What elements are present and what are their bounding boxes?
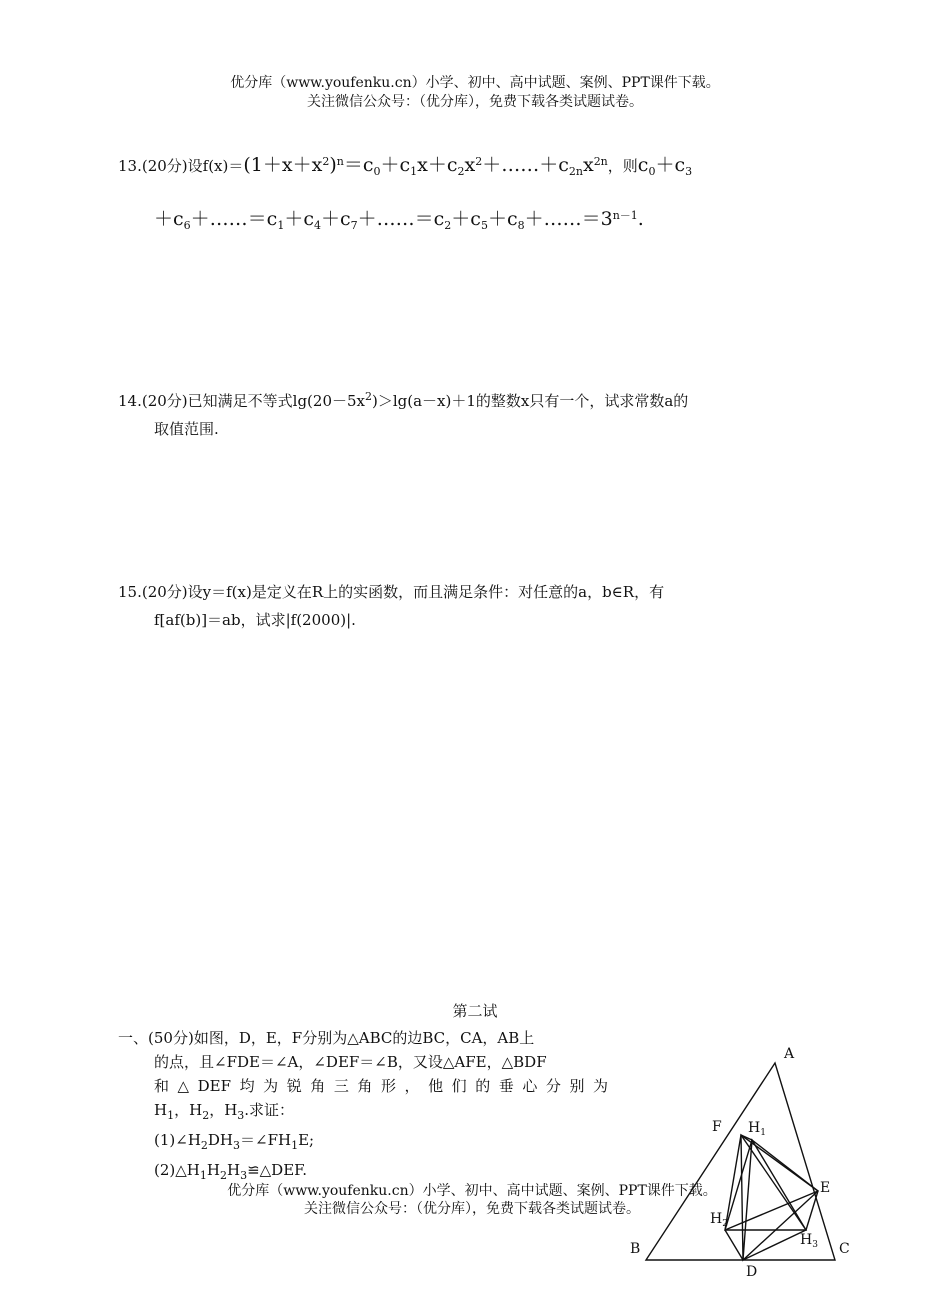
q15-number: 15. xyxy=(118,583,142,601)
p1-points: (50分) xyxy=(148,1029,194,1047)
q13-sup: 2 xyxy=(322,155,330,168)
p1-text: ，H xyxy=(209,1101,238,1119)
q13-sub: 5 xyxy=(480,219,488,232)
p1-sub: 1 xyxy=(291,1139,299,1152)
q15-points: (20分) xyxy=(141,583,188,601)
header-line-2: 关注微信公众号：（优分库），免费下载各类试题试卷。 xyxy=(307,94,643,110)
p1-line-2: 的点，且∠FDE＝∠A，∠DEF＝∠B，又设△AFE，△BDF xyxy=(154,1053,547,1071)
p1-sub: 3 xyxy=(240,1169,248,1182)
q14-line-2: 取值范围. xyxy=(154,420,219,438)
label-h3 xyxy=(800,1232,818,1250)
q13-sup: n－1 xyxy=(612,209,638,222)
p1-text: DH xyxy=(207,1131,234,1149)
q13-sup: n xyxy=(336,155,344,168)
q13-term: ＋……＝3 xyxy=(524,208,613,230)
p1-text: (2)△H xyxy=(154,1161,200,1179)
q13-term: x＋c xyxy=(417,154,458,176)
p1-line-3: 和△DEF均为锐角三角形，他们的垂心分别为 xyxy=(154,1077,608,1095)
label-e: E xyxy=(820,1180,831,1196)
p1-sub: 2 xyxy=(219,1169,227,1182)
q13-line-1 xyxy=(118,148,830,186)
q13-term: ＋c xyxy=(380,154,411,176)
q13-text: 设f(x)＝ xyxy=(187,157,244,175)
p1-text: H xyxy=(226,1161,241,1179)
segment-h2-d xyxy=(725,1230,743,1260)
q13-term: ＋……＋c xyxy=(482,154,569,176)
q13-sub: 2 xyxy=(457,165,465,178)
p1-line-4 xyxy=(118,1098,608,1128)
q13-points: (20分) xyxy=(141,157,188,175)
p1-item-1 xyxy=(118,1128,608,1158)
q14-sup: 2 xyxy=(365,390,372,403)
label-h1-sub: 1 xyxy=(760,1128,766,1138)
q13-sub: 1 xyxy=(410,165,418,178)
q13-term: ＋c xyxy=(154,208,184,230)
q13-term: ＋c xyxy=(487,208,518,230)
q13-number: 13. xyxy=(118,157,142,175)
q15-text: 设y＝f(x)是定义在R上的实函数，而且满足条件：对任意的a，b∈R，有 xyxy=(187,583,665,601)
p1-number: 一、 xyxy=(118,1029,149,1047)
q13-term: . xyxy=(637,208,644,230)
q15-line-2: f[af(b)]＝ab，试求|f(2000)|. xyxy=(154,611,356,629)
label-h2-letter: H xyxy=(710,1211,723,1227)
q13-sub: 7 xyxy=(350,219,358,232)
p1-text: 如图，D，E，F分别为△ABC的边BC，CA，AB上 xyxy=(193,1029,535,1047)
p1-text: E; xyxy=(298,1131,315,1149)
q13-term: x xyxy=(582,154,594,176)
label-b: B xyxy=(630,1241,641,1257)
q14-line-1 xyxy=(118,383,830,415)
p1-sub: 2 xyxy=(202,1109,210,1122)
q13-sub: 0 xyxy=(373,165,381,178)
p1-line-1 xyxy=(118,1026,608,1050)
label-a: A xyxy=(784,1046,795,1062)
q14-points: (20分) xyxy=(141,392,188,410)
question-14 xyxy=(118,383,830,443)
footer-line-2: 关注微信公众号：（优分库），免费下载各类试题试卷。 xyxy=(304,1201,640,1217)
label-h3-letter: H xyxy=(800,1232,813,1248)
p1-text: H xyxy=(206,1161,220,1179)
label-c: C xyxy=(839,1241,850,1257)
q13-term: ＋……＝c xyxy=(357,208,445,230)
p1-sub: 1 xyxy=(199,1169,207,1182)
p1-sub: 2 xyxy=(200,1139,208,1152)
q13-expr: (1＋x＋x xyxy=(243,154,323,176)
q13-text: ，则 xyxy=(607,157,638,175)
q13-sub: 3 xyxy=(685,165,693,178)
question-13 xyxy=(118,148,830,240)
q13-sup: 2 xyxy=(475,155,483,168)
label-h1 xyxy=(748,1120,766,1138)
q14-number: 14. xyxy=(118,392,142,410)
p1-sub: 1 xyxy=(167,1109,175,1122)
q13-paren: ) xyxy=(329,154,337,176)
q13-sub: 0 xyxy=(648,165,656,178)
section-2-title: 第二试 xyxy=(452,1002,498,1020)
q13-sub: 1 xyxy=(277,219,285,232)
q13-term: ＋c xyxy=(655,154,686,176)
p1-text: ≌△DEF. xyxy=(247,1161,307,1179)
q14-text: )＞lg(a－x)＋1的整数x只有一个，试求常数a的 xyxy=(372,392,689,410)
q13-sub: 2 xyxy=(444,219,452,232)
label-h3-sub: 3 xyxy=(812,1240,818,1250)
label-f: F xyxy=(712,1119,722,1135)
q15-line-1 xyxy=(118,578,830,606)
p1-text: (1)∠H xyxy=(154,1131,201,1149)
q13-line-2 xyxy=(118,202,830,240)
q13-term: ＋c xyxy=(320,208,351,230)
q13-sub: 2n xyxy=(568,165,583,178)
footer-line-1: 优分库（www.youfenku.cn）小学、初中、高中试题、案例、PPT课件下载。 xyxy=(227,1183,717,1199)
q13-term: c xyxy=(637,154,649,176)
p1-text: ＝∠FH xyxy=(240,1131,292,1149)
segment-d-h3 xyxy=(743,1230,806,1260)
q13-term: ＋……＝c xyxy=(190,208,278,230)
problem-1 xyxy=(118,1026,608,1188)
q13-term: x xyxy=(464,154,476,176)
p1-sub: 3 xyxy=(233,1139,241,1152)
p1-text: .求证： xyxy=(244,1101,295,1119)
q13-sub: 8 xyxy=(517,219,525,232)
p1-sub: 3 xyxy=(237,1109,245,1122)
p1-text: ，H xyxy=(174,1101,203,1119)
label-h2-sub: 2 xyxy=(722,1219,728,1229)
q13-sub: 6 xyxy=(183,219,191,232)
label-h1-letter: H xyxy=(748,1120,761,1136)
q13-sub: 4 xyxy=(313,219,321,232)
question-15 xyxy=(118,578,830,634)
triangle-figure xyxy=(620,1040,850,1285)
q13-sup: 2n xyxy=(593,155,608,168)
header-line-1: 优分库（www.youfenku.cn）小学、初中、高中试题、案例、PPT课件下载。 xyxy=(230,75,720,91)
label-d: D xyxy=(746,1264,758,1280)
p1-text: H xyxy=(154,1101,168,1119)
q13-term: ＋c xyxy=(451,208,481,230)
q13-term: ＝c xyxy=(343,154,374,176)
q13-term: ＋c xyxy=(284,208,314,230)
q14-text: 已知满足不等式lg(20－5x xyxy=(187,392,365,410)
